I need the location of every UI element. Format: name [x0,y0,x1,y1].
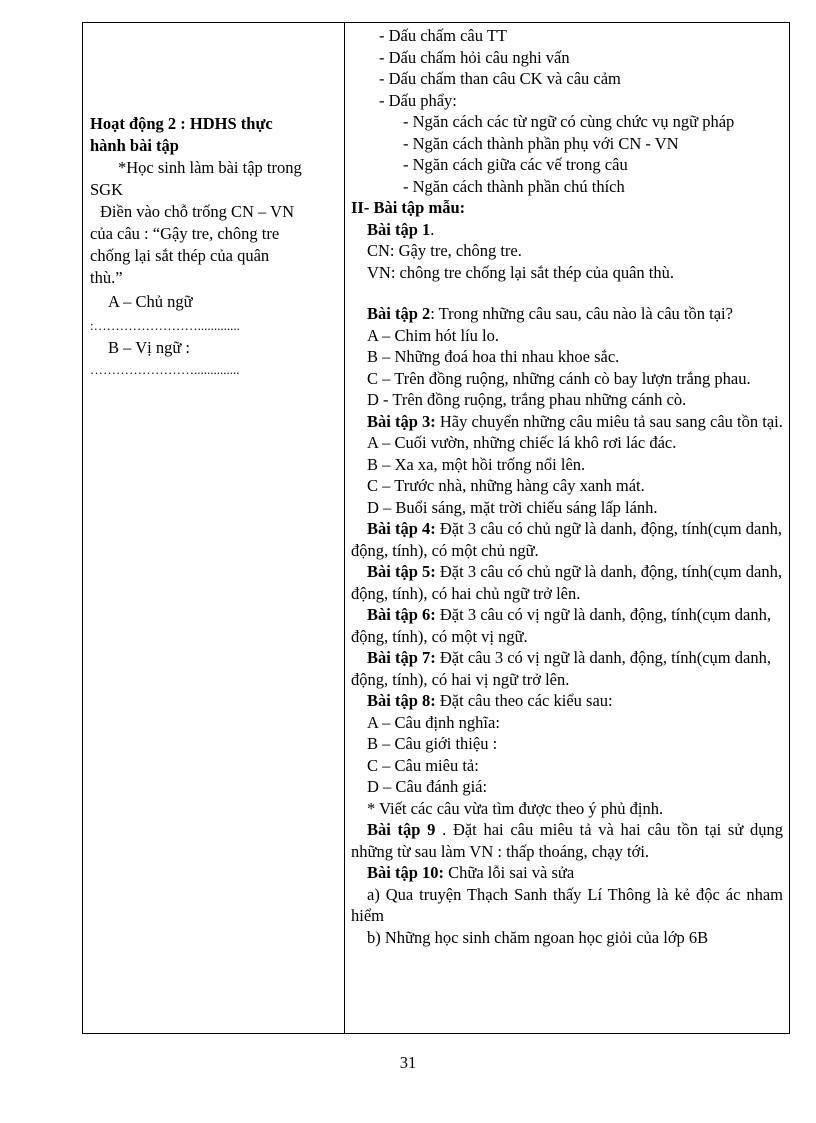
exercise-3: Bài tập 3: Hãy chuyển những câu miêu tả sau sang câu tồn tại. [367,411,783,431]
predicate-blank: …………………….............. [90,362,240,377]
exercise-1-title: Bài tập 1. [367,219,435,239]
right-column [351,25,783,948]
exercise-7: Bài tập 7: Đặt câu 3 có vị ngữ là danh, động, tính(cụm danh, động, tính), có hai vị ngữ trở lên. [351,648,771,689]
punctuation-note: - Dấu chấm câu TT [379,26,507,45]
exercise-2-option-d: D - Trên đồng ruộng, trắng phau những cánh cò. [367,390,687,409]
predicate-label: B – Vị ngữ : [108,338,190,357]
exercise-2-option-a: A – Chim hót líu lo. [367,325,500,345]
column-divider [344,23,345,1033]
task-text: Điền vào chỗ trống CN – VN [100,202,295,221]
exercise-3-option-b: B – Xa xa, một hồi trống nổi lên. [367,454,586,474]
exercise-2: Bài tập 2: Trong những câu sau, câu nào là câu tồn tại? [367,304,733,323]
exercise-9: Bài tập 9 . Đặt hai câu miêu tả và hai câu tồn tại sử dụng những từ sau làm VN : thấp thoáng, chạy tới. [351,820,783,861]
punctuation-note: - Dấu chấm hỏi câu nghi vấn [379,47,570,67]
comma-usage: - Ngăn cách các từ ngữ có cùng chức vụ ngữ pháp [403,112,735,131]
comma-usage: - Ngăn cách giữa các vế trong câu [403,155,628,174]
instruction-text: *Học sinh làm bài tập trong [118,158,302,177]
activity-heading: Hoạt động 2 : HDHS thực [90,114,273,133]
exercise-5: Bài tập 5: Đặt 3 câu có chủ ngữ là danh, động, tính(cụm danh, động, tính), có hai chủ ngữ trở lên. [351,562,782,603]
exercise-10: Bài tập 10: Chữa lỗi sai và sửa [367,863,575,882]
exercise-3-option-c: C – Trước nhà, những hàng cây xanh mát. [367,476,645,495]
task-text: thù.” [90,268,123,287]
task-text: chống lại sắt thép của quân [90,246,270,265]
exercise-10-item-a: a) Qua truyện Thạch Sanh thấy Lí Thông là kẻ độc ác nham hiểm [351,884,783,925]
exercise-8-option-a: A – Câu định nghĩa: [367,712,500,732]
exercise-8-note: * Viết các câu vừa tìm được theo ý phủ định. [367,798,664,818]
exercise-3-option-d: D – Buổi sáng, mặt trời chiếu sáng lấp lánh. [367,497,658,517]
subject-blank: :……………………............. [90,318,240,333]
exercise-8-option-d: D – Câu đánh giá: [367,777,488,796]
section-heading: II- Bài tập mẫu: [351,198,466,217]
left-column [90,113,338,381]
comma-usage: - Ngăn cách thành phần chú thích [403,176,625,196]
exercise-1-predicate: VN: chông tre chống lại sắt thép của quân thù. [367,262,674,282]
exercise-4: Bài tập 4: Đặt 3 câu có chủ ngữ là danh, động, tính(cụm danh, động, tính), có một chủ ngữ. [351,519,782,560]
page-number: 31 [399,1053,417,1072]
exercise-2-option-c: C – Trên đồng ruộng, những cánh cò bay lượn trắng phau. [367,368,751,388]
subject-label: A – Chủ ngữ [108,292,193,311]
punctuation-note: - Dấu phẩy: [379,90,457,110]
lesson-table [82,22,790,1034]
exercise-2-option-b: B – Những đoá hoa thi nhau khoe sắc. [367,347,620,366]
punctuation-note: - Dấu chấm than câu CK và câu cảm [379,69,621,88]
exercise-8-option-c: C – Câu miêu tả: [367,755,479,775]
exercise-3-option-a: A – Cuối vườn, những chiếc lá khô rơi lác đác. [367,433,677,452]
task-text: của câu : “Gậy tre, chông tre [90,224,280,243]
exercise-10-item-b: b) Những học sinh chăm ngoan học giỏi của lớp 6B [367,927,709,947]
exercise-8: Bài tập 8: Đặt câu theo các kiểu sau: [367,691,613,710]
instruction-text: SGK [90,180,124,199]
exercise-8-option-b: B – Câu giới thiệu : [367,734,498,753]
exercise-6: Bài tập 6: Đặt 3 câu có vị ngữ là danh, động, tính(cụm danh, động, tính), có một vị ngữ. [351,605,771,646]
exercise-1-subject: CN: Gậy tre, chông tre. [367,241,522,260]
activity-heading-cont: hành bài tập [90,136,179,155]
comma-usage: - Ngăn cách thành phần phụ với CN - VN [403,133,679,153]
